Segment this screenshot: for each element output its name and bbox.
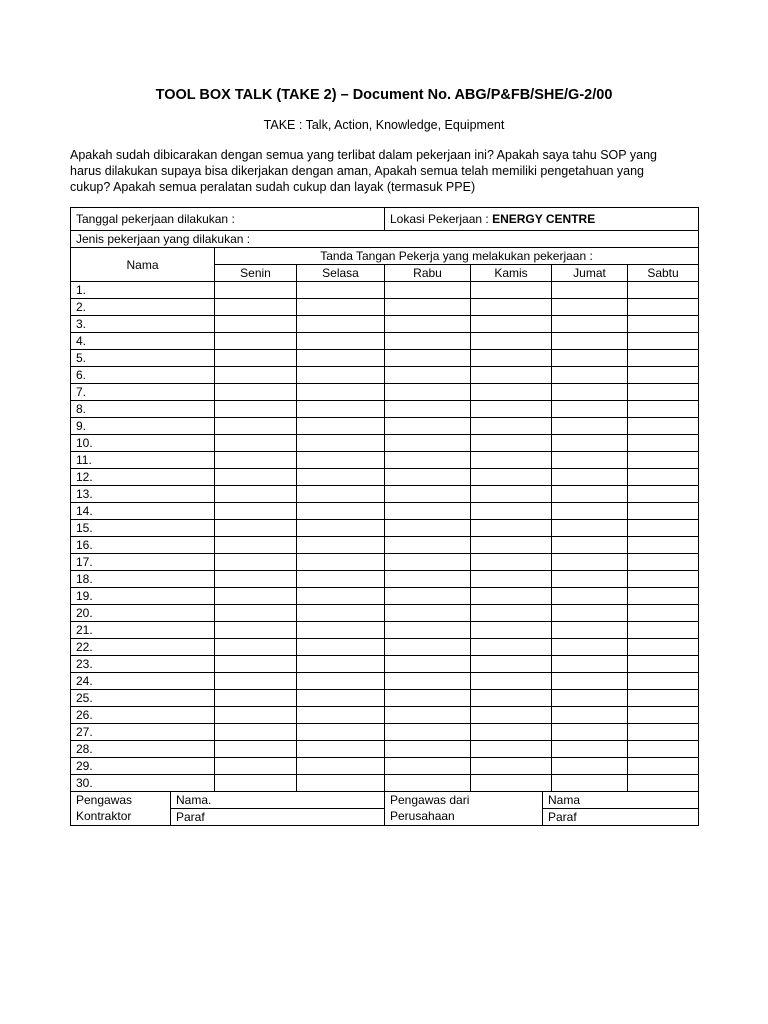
- signature-cell[interactable]: [385, 537, 471, 554]
- worker-row: [71, 503, 699, 520]
- worker-row: [71, 588, 699, 605]
- contractor-label-line: Kontraktor: [76, 809, 132, 823]
- signature-cell[interactable]: [297, 656, 385, 673]
- day-header: Senin: [215, 265, 297, 282]
- location-label: Lokasi Pekerjaan :: [390, 212, 489, 226]
- signature-cell[interactable]: [628, 724, 699, 741]
- signature-cell[interactable]: [215, 401, 297, 418]
- signature-cell[interactable]: [552, 656, 628, 673]
- signature-cell[interactable]: [628, 435, 699, 452]
- signature-cell[interactable]: [471, 350, 552, 367]
- signature-cell[interactable]: [385, 299, 471, 316]
- intro-paragraph: [70, 147, 698, 195]
- signature-cell[interactable]: [297, 758, 385, 775]
- signature-cell[interactable]: [215, 724, 297, 741]
- worker-row: [71, 384, 699, 401]
- signature-cell[interactable]: [628, 537, 699, 554]
- attendance-table: [70, 207, 699, 792]
- signature-cell[interactable]: [215, 775, 297, 792]
- signature-cell[interactable]: [628, 656, 699, 673]
- worker-row: [71, 724, 699, 741]
- signature-cell[interactable]: [552, 724, 628, 741]
- signature-cell[interactable]: [297, 707, 385, 724]
- signature-cell[interactable]: [552, 758, 628, 775]
- signature-cell[interactable]: [628, 367, 699, 384]
- signature-cell[interactable]: [385, 622, 471, 639]
- worker-row-number[interactable]: 1.: [71, 282, 215, 299]
- signature-cell[interactable]: [215, 707, 297, 724]
- signature-cell[interactable]: [628, 741, 699, 758]
- signature-cell[interactable]: [471, 605, 552, 622]
- signature-cell[interactable]: [297, 333, 385, 350]
- signature-cell[interactable]: [385, 316, 471, 333]
- signature-cell[interactable]: [552, 452, 628, 469]
- contractor-name-field[interactable]: Nama.: [171, 792, 385, 809]
- document-title: TOOL BOX TALK (TAKE 2) – Document No. ABG/P&FB/SHE/G-2/00: [155, 87, 613, 103]
- worker-row-number[interactable]: 16.: [71, 537, 215, 554]
- worker-row-number[interactable]: 30.: [71, 775, 215, 792]
- signature-cell[interactable]: [628, 384, 699, 401]
- signature-cell[interactable]: [215, 367, 297, 384]
- signature-cell[interactable]: [385, 741, 471, 758]
- signature-cell[interactable]: [471, 707, 552, 724]
- signature-cell[interactable]: [552, 605, 628, 622]
- signature-cell[interactable]: [471, 418, 552, 435]
- signature-cell[interactable]: [297, 741, 385, 758]
- worker-row-number[interactable]: 26.: [71, 707, 215, 724]
- worker-row-number[interactable]: 14.: [71, 503, 215, 520]
- signature-cell[interactable]: [215, 316, 297, 333]
- worker-row: [71, 673, 699, 690]
- signature-cell[interactable]: [552, 622, 628, 639]
- signature-cell[interactable]: [385, 690, 471, 707]
- signature-cell[interactable]: [552, 384, 628, 401]
- company-label-line: Perusahaan: [390, 809, 455, 823]
- signature-cell[interactable]: [385, 775, 471, 792]
- signature-cell[interactable]: [297, 588, 385, 605]
- worker-row: [71, 775, 699, 792]
- worker-row: [71, 401, 699, 418]
- signature-cell[interactable]: [297, 554, 385, 571]
- worker-row: [71, 622, 699, 639]
- signature-cell[interactable]: [215, 622, 297, 639]
- signature-cell[interactable]: [297, 435, 385, 452]
- signature-cell[interactable]: [385, 724, 471, 741]
- signature-cell[interactable]: [215, 571, 297, 588]
- signature-cell[interactable]: [297, 384, 385, 401]
- signature-cell[interactable]: [385, 452, 471, 469]
- signature-cell[interactable]: [215, 673, 297, 690]
- signature-cell[interactable]: [628, 571, 699, 588]
- document-subtitle: TAKE : Talk, Action, Knowledge, Equipment: [263, 118, 505, 132]
- signature-cell[interactable]: [215, 418, 297, 435]
- worker-row: [71, 333, 699, 350]
- signature-cell[interactable]: [628, 690, 699, 707]
- signature-cell[interactable]: [471, 520, 552, 537]
- worker-row: [71, 418, 699, 435]
- signature-cell[interactable]: [628, 333, 699, 350]
- worker-row: [71, 435, 699, 452]
- worker-row: [71, 299, 699, 316]
- signature-cell[interactable]: [628, 350, 699, 367]
- intro-line: harus dilakukan supaya bisa dikerjakan dengan aman, Apakah semua telah memiliki pengetahuan yang: [70, 164, 644, 178]
- signature-cell[interactable]: [215, 605, 297, 622]
- signature-cell[interactable]: [471, 588, 552, 605]
- day-header: Jumat: [552, 265, 628, 282]
- worker-row-number[interactable]: 5.: [71, 350, 215, 367]
- signature-cell[interactable]: [215, 350, 297, 367]
- signature-cell[interactable]: [215, 452, 297, 469]
- signature-cell[interactable]: [297, 452, 385, 469]
- header-row: [71, 248, 699, 265]
- intro-line: cukup? Apakah semua peralatan sudah cukup dan layak (termasuk PPE): [70, 180, 476, 194]
- signature-cell[interactable]: [385, 418, 471, 435]
- signature-cell[interactable]: [628, 775, 699, 792]
- worker-row-number[interactable]: 23.: [71, 656, 215, 673]
- worker-row: [71, 282, 699, 299]
- signature-cell[interactable]: [552, 741, 628, 758]
- signature-cell[interactable]: [552, 707, 628, 724]
- supervisor-table: [70, 791, 699, 826]
- signature-cell[interactable]: [552, 673, 628, 690]
- signature-cell[interactable]: [552, 554, 628, 571]
- worker-row: [71, 350, 699, 367]
- signature-cell[interactable]: [471, 401, 552, 418]
- signature-cell[interactable]: [552, 775, 628, 792]
- signature-cell[interactable]: [385, 435, 471, 452]
- worker-row: [71, 639, 699, 656]
- signature-cell[interactable]: [552, 503, 628, 520]
- worker-row: [71, 571, 699, 588]
- signature-cell[interactable]: [297, 622, 385, 639]
- worker-row-number[interactable]: 6.: [71, 367, 215, 384]
- worker-row-number[interactable]: 24.: [71, 673, 215, 690]
- signature-cell[interactable]: [385, 333, 471, 350]
- worker-rows: [71, 282, 699, 792]
- signature-cell[interactable]: [385, 639, 471, 656]
- signature-cell[interactable]: [471, 333, 552, 350]
- signature-cell[interactable]: [552, 588, 628, 605]
- job-type-field[interactable]: Jenis pekerjaan yang dilakukan :: [71, 231, 699, 248]
- signature-cell[interactable]: [628, 503, 699, 520]
- signature-cell[interactable]: [471, 435, 552, 452]
- signature-cell[interactable]: [552, 333, 628, 350]
- signature-cell[interactable]: [471, 724, 552, 741]
- signature-cell[interactable]: [471, 486, 552, 503]
- worker-row-number[interactable]: 29.: [71, 758, 215, 775]
- signature-cell[interactable]: [628, 316, 699, 333]
- signature-cell[interactable]: [471, 673, 552, 690]
- signature-cell[interactable]: [628, 622, 699, 639]
- worker-row-number[interactable]: 22.: [71, 639, 215, 656]
- worker-row-number[interactable]: 20.: [71, 605, 215, 622]
- signature-header: Tanda Tangan Pekerja yang melakukan pekerjaan :: [215, 248, 699, 265]
- signature-cell[interactable]: [628, 452, 699, 469]
- signature-cell[interactable]: [552, 639, 628, 656]
- signature-cell[interactable]: [297, 469, 385, 486]
- signature-cell[interactable]: [215, 469, 297, 486]
- worker-row-number[interactable]: 4.: [71, 333, 215, 350]
- signature-cell[interactable]: [297, 775, 385, 792]
- signature-cell[interactable]: [552, 571, 628, 588]
- date-field[interactable]: Tanggal pekerjaan dilakukan :: [71, 208, 385, 231]
- signature-cell[interactable]: [628, 554, 699, 571]
- signature-cell[interactable]: [471, 316, 552, 333]
- signature-cell[interactable]: [297, 503, 385, 520]
- worker-row: [71, 554, 699, 571]
- signature-cell[interactable]: [215, 656, 297, 673]
- signature-cell[interactable]: [471, 639, 552, 656]
- worker-row: [71, 316, 699, 333]
- signature-cell[interactable]: [628, 486, 699, 503]
- day-header: Kamis: [471, 265, 552, 282]
- day-header: Selasa: [297, 265, 385, 282]
- signature-cell[interactable]: [385, 384, 471, 401]
- signature-cell[interactable]: [628, 673, 699, 690]
- intro-line: Apakah sudah dibicarakan dengan semua yang terlibat dalam pekerjaan ini? Apakah saya tahu SOP yang: [70, 148, 657, 162]
- info-row: [71, 208, 699, 231]
- signature-cell[interactable]: [471, 384, 552, 401]
- signature-cell[interactable]: [471, 452, 552, 469]
- signature-cell[interactable]: [628, 401, 699, 418]
- signature-cell[interactable]: [471, 622, 552, 639]
- signature-cell[interactable]: [628, 520, 699, 537]
- worker-row-number[interactable]: 11.: [71, 452, 215, 469]
- signature-cell[interactable]: [215, 639, 297, 656]
- worker-row-number[interactable]: 7.: [71, 384, 215, 401]
- signature-cell[interactable]: [297, 299, 385, 316]
- day-header: Rabu: [385, 265, 471, 282]
- signature-cell[interactable]: [471, 469, 552, 486]
- worker-row-number[interactable]: 2.: [71, 299, 215, 316]
- signature-cell[interactable]: [215, 690, 297, 707]
- day-header: Sabtu: [628, 265, 699, 282]
- signature-cell[interactable]: [215, 299, 297, 316]
- worker-row: [71, 486, 699, 503]
- signature-cell[interactable]: [297, 571, 385, 588]
- worker-row: [71, 605, 699, 622]
- signature-cell[interactable]: [385, 554, 471, 571]
- worker-row: [71, 758, 699, 775]
- signature-cell[interactable]: [297, 520, 385, 537]
- signature-cell[interactable]: [297, 350, 385, 367]
- signature-cell[interactable]: [385, 707, 471, 724]
- signature-cell[interactable]: [552, 282, 628, 299]
- signature-cell[interactable]: [297, 673, 385, 690]
- company-name-field[interactable]: Nama: [543, 792, 699, 809]
- signature-cell[interactable]: [297, 486, 385, 503]
- signature-cell[interactable]: [628, 299, 699, 316]
- worker-row-number[interactable]: 13.: [71, 486, 215, 503]
- supervisor-row-1: [71, 792, 699, 809]
- worker-row-number[interactable]: 27.: [71, 724, 215, 741]
- signature-cell[interactable]: [385, 758, 471, 775]
- signature-cell[interactable]: [297, 401, 385, 418]
- signature-cell[interactable]: [628, 418, 699, 435]
- signature-cell[interactable]: [385, 469, 471, 486]
- signature-cell[interactable]: [471, 537, 552, 554]
- signature-cell[interactable]: [385, 520, 471, 537]
- signature-cell[interactable]: [628, 605, 699, 622]
- signature-cell[interactable]: [471, 656, 552, 673]
- worker-row-number[interactable]: 25.: [71, 690, 215, 707]
- signature-cell[interactable]: [297, 724, 385, 741]
- signature-cell[interactable]: [628, 469, 699, 486]
- worker-row-number[interactable]: 17.: [71, 554, 215, 571]
- signature-cell[interactable]: [552, 350, 628, 367]
- signature-cell[interactable]: [385, 503, 471, 520]
- worker-row: [71, 690, 699, 707]
- company-supervisor-label: [385, 792, 543, 826]
- signature-cell[interactable]: [385, 350, 471, 367]
- worker-row: [71, 537, 699, 554]
- signature-cell[interactable]: [552, 316, 628, 333]
- signature-cell[interactable]: [215, 503, 297, 520]
- signature-cell[interactable]: [628, 758, 699, 775]
- worker-row-number[interactable]: 19.: [71, 588, 215, 605]
- signature-cell[interactable]: [385, 656, 471, 673]
- worker-row-number[interactable]: 9.: [71, 418, 215, 435]
- signature-cell[interactable]: [385, 282, 471, 299]
- signature-cell[interactable]: [471, 741, 552, 758]
- signature-cell[interactable]: [297, 367, 385, 384]
- signature-cell[interactable]: [552, 486, 628, 503]
- worker-row: [71, 656, 699, 673]
- signature-cell[interactable]: [385, 605, 471, 622]
- signature-cell[interactable]: [471, 571, 552, 588]
- signature-cell[interactable]: [471, 282, 552, 299]
- signature-cell[interactable]: [215, 554, 297, 571]
- worker-row: [71, 741, 699, 758]
- worker-row: [71, 707, 699, 724]
- signature-cell[interactable]: [552, 367, 628, 384]
- signature-cell[interactable]: [385, 673, 471, 690]
- signature-cell[interactable]: [385, 588, 471, 605]
- signature-cell[interactable]: [628, 639, 699, 656]
- worker-row-number[interactable]: 28.: [71, 741, 215, 758]
- signature-cell[interactable]: [215, 758, 297, 775]
- signature-cell[interactable]: [471, 503, 552, 520]
- signature-cell[interactable]: [471, 775, 552, 792]
- signature-cell[interactable]: [552, 299, 628, 316]
- signature-cell[interactable]: [297, 690, 385, 707]
- worker-row: [71, 452, 699, 469]
- worker-row-number[interactable]: 21.: [71, 622, 215, 639]
- signature-cell[interactable]: [552, 537, 628, 554]
- signature-cell[interactable]: [628, 282, 699, 299]
- name-column-header: Nama: [71, 248, 215, 282]
- signature-cell[interactable]: [385, 486, 471, 503]
- worker-row-number[interactable]: 15.: [71, 520, 215, 537]
- signature-cell[interactable]: [628, 707, 699, 724]
- location-value: ENERGY CENTRE: [492, 212, 596, 226]
- company-label-line: Pengawas dari: [390, 793, 470, 807]
- signature-cell[interactable]: [471, 367, 552, 384]
- signature-cell[interactable]: [297, 316, 385, 333]
- signature-cell[interactable]: [215, 741, 297, 758]
- signature-cell[interactable]: [215, 486, 297, 503]
- signature-cell[interactable]: [215, 282, 297, 299]
- company-paraf-field[interactable]: Paraf: [543, 809, 699, 826]
- signature-cell[interactable]: [385, 571, 471, 588]
- signature-cell[interactable]: [297, 605, 385, 622]
- contractor-label-line: Pengawas: [76, 793, 133, 807]
- worker-row: [71, 520, 699, 537]
- signature-cell[interactable]: [385, 367, 471, 384]
- signature-cell[interactable]: [215, 333, 297, 350]
- signature-cell[interactable]: [385, 401, 471, 418]
- signature-cell[interactable]: [471, 690, 552, 707]
- signature-cell[interactable]: [471, 758, 552, 775]
- signature-cell[interactable]: [552, 520, 628, 537]
- worker-row-number[interactable]: 10.: [71, 435, 215, 452]
- signature-cell[interactable]: [215, 588, 297, 605]
- worker-row-number[interactable]: 12.: [71, 469, 215, 486]
- signature-cell[interactable]: [297, 418, 385, 435]
- signature-cell[interactable]: [552, 435, 628, 452]
- worker-row-number[interactable]: 18.: [71, 571, 215, 588]
- contractor-paraf-field[interactable]: Paraf: [171, 809, 385, 826]
- worker-row-number[interactable]: 3.: [71, 316, 215, 333]
- signature-cell[interactable]: [552, 690, 628, 707]
- signature-cell[interactable]: [552, 401, 628, 418]
- signature-cell[interactable]: [215, 435, 297, 452]
- worker-row-number[interactable]: 8.: [71, 401, 215, 418]
- signature-cell[interactable]: [297, 282, 385, 299]
- contractor-supervisor-label: [71, 792, 171, 826]
- signature-cell[interactable]: [215, 537, 297, 554]
- signature-cell[interactable]: [552, 469, 628, 486]
- location-field[interactable]: [385, 208, 699, 231]
- worker-row: [71, 469, 699, 486]
- job-type-row: [71, 231, 699, 248]
- signature-cell[interactable]: [552, 418, 628, 435]
- worker-row: [71, 367, 699, 384]
- signature-cell[interactable]: [628, 588, 699, 605]
- signature-cell[interactable]: [297, 639, 385, 656]
- signature-cell[interactable]: [471, 554, 552, 571]
- signature-cell[interactable]: [471, 299, 552, 316]
- signature-cell[interactable]: [297, 537, 385, 554]
- signature-cell[interactable]: [215, 520, 297, 537]
- signature-cell[interactable]: [215, 384, 297, 401]
